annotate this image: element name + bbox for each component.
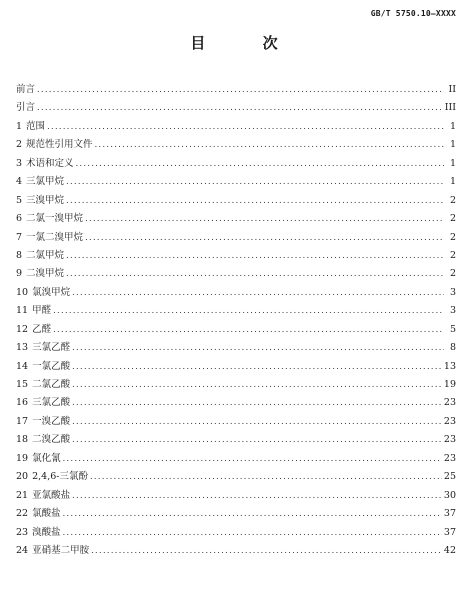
toc-dot-leader [72, 394, 442, 412]
toc-entry-page: 2 [449, 268, 456, 280]
toc-entry-number: 9 [16, 268, 23, 280]
toc-entry[interactable] [16, 542, 456, 560]
toc-entry-label: 甲醛 [32, 305, 52, 317]
toc-entry-page: 42 [443, 544, 456, 556]
toc-entry[interactable] [16, 81, 456, 99]
toc-entry-page: 19 [443, 379, 456, 390]
toc-dot-leader [66, 247, 444, 265]
toc-entry-page: 23 [443, 415, 456, 427]
toc-entry-label: 一氯二溴甲烷 [26, 231, 84, 243]
toc-dot-leader [66, 265, 444, 283]
toc-entry-page: 23 [443, 397, 456, 409]
toc-entry-page: 23 [443, 452, 456, 464]
toc-entry-label: 三氯甲烷 [26, 176, 65, 188]
toc-entry-number: 13 [16, 342, 29, 354]
toc-entry-label: 亚硝基二甲胺 [32, 544, 90, 556]
toc-entry[interactable] [16, 136, 456, 154]
toc-entry-label: 乙醛 [32, 323, 52, 335]
toc-entry-page: 1 [449, 120, 456, 132]
toc-entry-label: 亚氯酸盐 [32, 489, 71, 501]
toc-entry-label: 二氯一溴甲烷 [26, 213, 84, 225]
toc-entry-number: 21 [16, 489, 29, 501]
toc-entry-label: 三氯乙醛 [32, 342, 71, 354]
toc-entry-page: 5 [449, 323, 456, 335]
toc-entry-page: II [448, 84, 456, 95]
toc-entry-page: 1 [449, 139, 456, 151]
toc-entry-label: 二氯甲烷 [26, 249, 65, 261]
toc-dot-leader [85, 229, 444, 247]
toc-entry-label: 溴酸盐 [32, 526, 61, 538]
toc-entry-page: 2 [449, 249, 456, 261]
toc-entry-page: 3 [449, 286, 456, 298]
toc-entry-page: III [444, 102, 456, 114]
toc-entry[interactable] [16, 524, 456, 542]
toc-dot-leader [72, 339, 444, 357]
toc-entry-number: 15 [16, 379, 29, 390]
toc-dot-leader [47, 118, 444, 136]
toc-entry[interactable] [16, 229, 456, 247]
toc-entry-number: 6 [16, 213, 23, 225]
toc-dot-leader [76, 155, 444, 173]
toc-entry-number: 22 [16, 508, 29, 520]
toc-entry-label: 三氯乙酸 [32, 397, 71, 409]
toc-entry-page: 2 [449, 231, 456, 243]
toc-entry-number: 24 [16, 544, 29, 556]
table-of-contents [16, 81, 456, 560]
toc-entry[interactable] [16, 431, 456, 449]
toc-entry-label: 氯酸盐 [32, 508, 61, 520]
toc-entry[interactable] [16, 487, 456, 505]
toc-dot-leader [90, 468, 442, 486]
toc-entry-label: 引言 [16, 102, 36, 114]
toc-entry-number: 23 [16, 526, 29, 538]
standard-code: GB/T 5750.10—XXXX [370, 9, 456, 18]
toc-entry[interactable] [16, 321, 456, 339]
toc-dot-leader [72, 487, 442, 505]
toc-entry-label: 一氯乙酸 [32, 360, 71, 372]
toc-entry-number: 19 [16, 452, 29, 464]
toc-entry-label: 规范性引用文件 [26, 139, 93, 151]
toc-entry-number: 18 [16, 434, 29, 446]
toc-entry-label: 2,4,6-三氯酚 [32, 471, 88, 483]
toc-entry[interactable] [16, 302, 456, 320]
toc-entry[interactable] [16, 358, 456, 376]
toc-dot-leader [53, 302, 444, 320]
toc-dot-leader [95, 136, 444, 154]
toc-entry-number: 17 [16, 415, 29, 427]
toc-dot-leader [53, 321, 444, 339]
toc-entry-number: 3 [16, 157, 23, 169]
toc-entry-label: 术语和定义 [26, 157, 74, 169]
toc-entry-page: 2 [449, 194, 456, 206]
toc-entry-label: 氯溴甲烷 [32, 286, 71, 298]
toc-entry[interactable] [16, 118, 456, 136]
toc-dot-leader [63, 505, 442, 523]
toc-entry[interactable] [16, 339, 456, 357]
toc-entry-label: 二溴乙酸 [32, 434, 71, 446]
toc-entry[interactable] [16, 173, 456, 191]
toc-entry-label: 一溴乙酸 [32, 415, 71, 427]
toc-entry-label: 二氯乙酸 [32, 379, 71, 390]
toc-entry-number: 20 [16, 471, 29, 483]
toc-entry-number: 4 [16, 176, 23, 188]
toc-entry[interactable] [16, 505, 456, 523]
toc-dot-leader [91, 542, 442, 560]
toc-entry[interactable] [16, 210, 456, 228]
toc-dot-leader [72, 413, 442, 431]
toc-entry[interactable] [16, 394, 456, 412]
toc-entry[interactable] [16, 99, 456, 117]
page-title: 目 次 [190, 34, 304, 52]
toc-entry-number: 1 [16, 120, 23, 132]
toc-entry-page: 37 [443, 508, 456, 520]
toc-entry-label: 三溴甲烷 [26, 194, 65, 206]
toc-dot-leader [63, 450, 442, 468]
toc-entry-label: 氯化氰 [32, 452, 61, 464]
toc-dot-leader [66, 192, 444, 210]
toc-dot-leader [72, 284, 444, 302]
toc-entry-page: 37 [443, 526, 456, 538]
toc-entry-page: 3 [449, 305, 456, 317]
toc-entry[interactable] [16, 265, 456, 283]
toc-dot-leader [72, 431, 442, 449]
toc-entry[interactable] [16, 247, 456, 265]
toc-entry-number: 10 [16, 286, 29, 298]
toc-dot-leader [85, 210, 444, 228]
toc-dot-leader [37, 99, 443, 117]
toc-entry-number: 8 [16, 249, 23, 261]
toc-entry-page: 13 [443, 360, 456, 372]
toc-entry-page: 30 [443, 489, 456, 501]
toc-entry[interactable] [16, 192, 456, 210]
toc-dot-leader [66, 173, 444, 191]
toc-entry-page: 2 [449, 213, 456, 225]
toc-dot-leader [63, 524, 442, 542]
toc-entry-number: 14 [16, 360, 29, 372]
toc-entry-number: 11 [16, 305, 29, 317]
toc-entry[interactable] [16, 376, 456, 394]
toc-entry-number: 12 [16, 323, 29, 335]
toc-entry[interactable] [16, 155, 456, 173]
toc-entry-label: 前言 [16, 84, 36, 95]
toc-entry-number: 7 [16, 231, 23, 243]
toc-entry[interactable] [16, 413, 456, 431]
toc-entry-page: 8 [449, 342, 456, 354]
toc-dot-leader [72, 358, 442, 376]
toc-entry-number: 16 [16, 397, 29, 409]
toc-entry-number: 5 [16, 194, 23, 206]
toc-entry-label: 范围 [26, 120, 46, 132]
toc-entry-number: 2 [16, 139, 23, 151]
toc-entry[interactable] [16, 284, 456, 302]
toc-entry-page: 1 [449, 157, 456, 169]
toc-entry-label: 二溴甲烷 [26, 268, 65, 280]
toc-entry-page: 25 [443, 471, 456, 483]
toc-entry-page: 1 [449, 176, 456, 188]
toc-dot-leader [72, 376, 442, 394]
toc-dot-leader [37, 81, 444, 99]
toc-entry[interactable] [16, 450, 456, 468]
toc-entry[interactable] [16, 468, 456, 486]
toc-entry-page: 23 [443, 434, 456, 446]
